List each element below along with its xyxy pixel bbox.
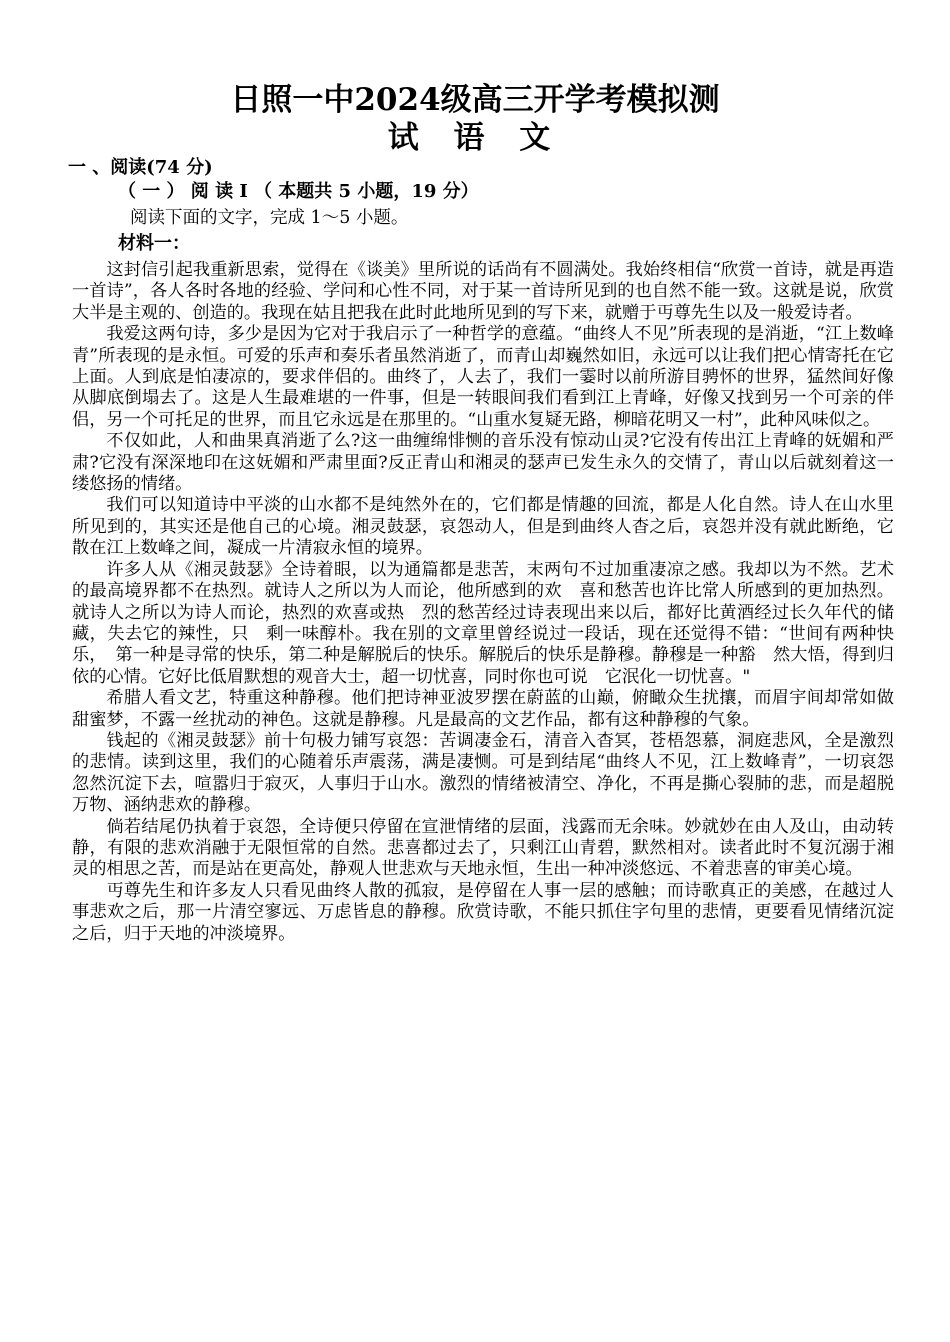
reading-passage <box>72 260 894 945</box>
passage-paragraph: 不仅如此，人和曲果真消逝了么?这一曲缠绵悱恻的音乐没有惊动山灵?它没有传出江上青峰的妩媚和严肃?它没有深深地印在这妩媚和严肃里面?反正青山和湘灵的瑟声已发生永久的交情了，青山以后就刻着这一缕悠扬的情绪。 <box>72 431 894 495</box>
material-label: 材料一： <box>118 233 190 254</box>
exam-title: 日照一中2024级高三开学考模拟测 <box>230 82 720 118</box>
passage-paragraph: 我们可以知道诗中平淡的山水都不是纯然外在的，它们都是情趣的回流，都是人化自然。诗人在山水里所见到的，其实还是他自己的心境。湘灵鼓瑟，哀怨动人，但是到曲终人杳之后，哀怨并没有就此断绝，它散在江上数峰之间，凝成一片清寂永恒的境界。 <box>72 495 894 559</box>
passage-paragraph: 丏尊先生和许多友人只看见曲终人散的孤寂，是停留在人事一层的感触；而诗歌真正的美感，在越过人事悲欢之后，那一片清空寥远、万虑皆息的静穆。欣赏诗歌，不能只抓住字句里的悲情，更要看见情绪沉淀之后，归于天地的冲淡境界。 <box>72 880 894 944</box>
section-heading: 一 、阅读(74 分) <box>68 157 213 178</box>
passage-paragraph: 倘若结尾仍执着于哀怨，全诗便只停留在宣泄情绪的层面，浅露而无余味。妙就妙在由人及山，由动转静，有限的悲欢消融于无限恒常的自然。悲喜都过去了，只剩江山青碧，默然相对。读者此时不复沉溺于湘灵的相思之苦，而是站在更高处，静观人世悲欢与天地永恒，生出一种冲淡悠远、不着悲喜的审美心境。 <box>72 816 894 880</box>
passage-paragraph: 钱起的《湘灵鼓瑟》前十句极力铺写哀怨：苦调凄金石，清音入杳冥，苍梧怨慕，洞庭悲风，全是激烈的悲情。读到这里，我们的心随着乐声震荡，满是凄恻。可是到结尾“曲终人不见，江上数峰青”，一切哀怨忽然沉淀下去，喧嚣归于寂灭，人事归于山水。激烈的情绪被清空、净化，不再是撕心裂肺的悲，而是超脱万物、涵纳悲欢的静穆。 <box>72 730 894 816</box>
passage-paragraph: 希腊人看文艺，特重这种静穆。他们把诗神亚波罗摆在蔚蓝的山巅，俯瞰众生扰攘，而眉宇间却常如做甜蜜梦，不露一丝扰动的神色。这就是静穆。凡是最高的文艺作品，都有这种静穆的气象。 <box>72 688 894 730</box>
passage-paragraph: 许多人从《湘灵鼓瑟》全诗着眼，以为通篇都是悲苦，末两句不过加重凄凉之感。我却以为不然。艺术的最高境界都不在热烈。就诗人之所以为人而论，他所感到的欢 喜和愁苦也许比常人所感到的更加热烈。就诗人之所以为诗人而论，热烈的欢喜或热 烈的愁苦经过诗表现出来以后，都好比黄酒经过长久年代的储藏，失去它的辣性，只 剩一味醇朴。我在别的文章里曾经说过一段话，现在还觉得不错：“世间有两种快乐， 第一种是寻常的快乐，第二种是解脱后的快乐。解脱后的快乐是静穆。静穆是一种豁 然大悟，得到归依的心情。它好比低眉默想的观音大士，超一切忧喜，同时你也可说 它泯化一切忧喜。" <box>72 559 894 687</box>
passage-paragraph: 这封信引起我重新思索，觉得在《谈美》里所说的话尚有不圆满处。我始终相信“欣赏一首诗，就是再造一首诗”，各人各时各地的经验、学问和心性不同，对于某一首诗所见到的也自然不能一致。这就是说，欣赏大半是主观的、创造的。我现在姑且把我在此时此地所见到的写下来，就赠于丏尊先生以及一般爱诗者。 <box>72 260 894 323</box>
instruction-text: 阅读下面的文字，完成 1～5 小题。 <box>130 208 409 228</box>
exam-subject-title: 试 语 文 <box>387 120 563 156</box>
subsection-heading: （ 一 ） 阅 读 I （ 本题共 5 小题，19 分） <box>118 181 479 202</box>
passage-paragraph: 我爱这两句诗，多少是因为它对于我启示了一种哲学的意蕴。“曲终人不见”所表现的是消逝，“江上数峰青”所表现的是永恒。可爱的乐声和奏乐者虽然消逝了，而青山却巍然如旧，永远可以让我们把心情寄托在它上面。人到底是怕凄凉的，要求伴侣的。曲终了，人去了，我们一霎时以前所游目骋怀的世界，猛然间好像从脚底倒塌去了。这是人生最难堪的一件事，但是一转眼间我们看到江上青峰，好像又找到另一个可亲的伴侣，另一个可托足的世界，而且它永远是在那里的。“山重水复疑无路，柳暗花明又一村”，此种风味似之。 <box>72 324 894 430</box>
